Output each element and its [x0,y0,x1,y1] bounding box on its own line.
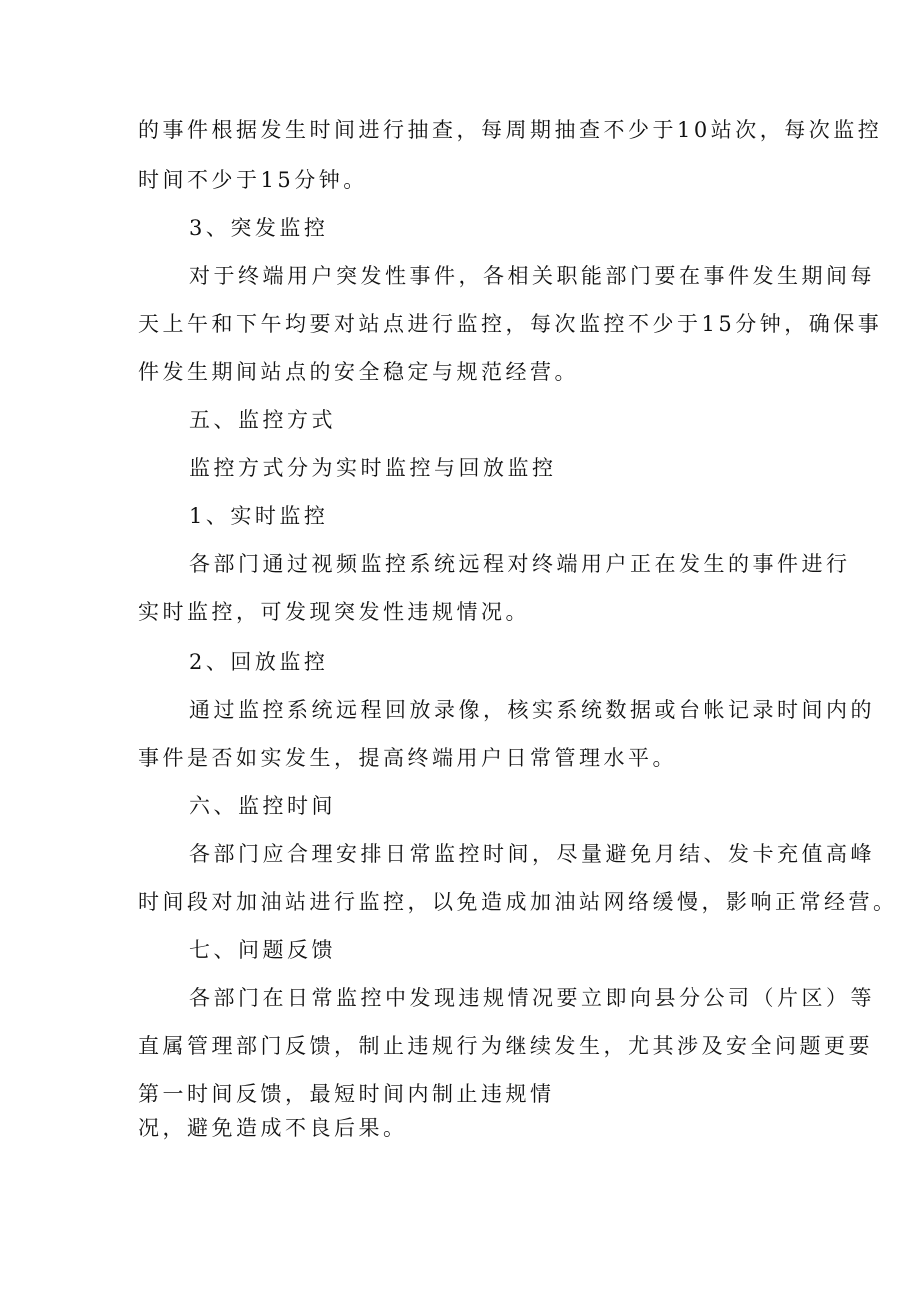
body-text-line: 件发生期间站点的安全稳定与规范经营。 [138,360,579,384]
body-text-line: 实时监控，可发现突发性违规情况。 [138,600,530,624]
body-text-line: 况，避免造成不良后果。 [138,1116,408,1140]
subsection-heading: 1、实时监控 [189,504,329,528]
section-heading: 七、问题反馈 [189,938,336,962]
body-text-line: 时间不少于15分钟。 [138,168,368,192]
subsection-heading: 3、突发监控 [189,216,329,240]
body-text-line: 天上午和下午均要对站点进行监控，每次监控不少于15分钟，确保事 [138,312,883,336]
paragraph-first-line: 各部门在日常监控中发现违规情况要立即向县分公司（片区）等 [189,986,875,1010]
paragraph-first-line: 各部门应合理安排日常监控时间，尽量避免月结、发卡充值高峰 [189,842,875,866]
subsection-heading: 2、回放监控 [189,650,329,674]
paragraph-first-line: 通过监控系统远程回放录像，核实系统数据或台帐记录时间内的 [189,698,875,722]
body-text-line: 时间段对加油站进行监控，以免造成加油站网络缓慢，影响正常经营。 [138,890,898,914]
paragraph-first-line: 监控方式分为实时监控与回放监控 [189,456,557,480]
section-heading: 六、监控时间 [189,794,336,818]
paragraph-first-line: 对于终端用户突发性事件，各相关职能部门要在事件发生期间每 [189,264,875,288]
body-text-line: 事件是否如实发生，提高终端用户日常管理水平。 [138,746,677,770]
body-text-line: 第一时间反馈，最短时间内制止违规情 [138,1082,555,1106]
body-text-line: 直属管理部门反馈，制止违规行为继续发生，尤其涉及安全问题更要 [138,1034,873,1058]
section-heading: 五、监控方式 [189,408,336,432]
paragraph-first-line: 各部门通过视频监控系统远程对终端用户正在发生的事件进行 [189,552,851,576]
body-text-line: 的事件根据发生时间进行抽查，每周期抽查不少于10站次，每次监控 [138,118,883,142]
